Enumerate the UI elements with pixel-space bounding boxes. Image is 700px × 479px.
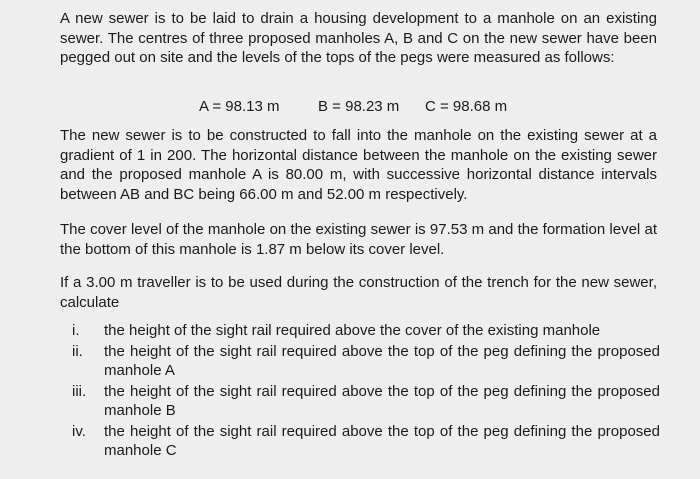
peg-level-b: B = 98.23 m	[318, 98, 400, 115]
question-list	[60, 321, 660, 462]
peg-level-c: C = 98.68 m	[425, 98, 508, 115]
question-number: ii.	[72, 342, 83, 360]
question-item	[60, 422, 660, 461]
question-text: the height of the sight rail required above the top of the peg defining the proposed manhole A	[104, 342, 660, 379]
gradient-paragraph: The new sewer is to be constructed to fall into the manhole on the existing sewer at a gradient of 1 in 200. The horizontal distance between the manhole on the existing sewer and the proposed manhole A is 80.00 m, with successive horizontal distance intervals between AB and BC being 66.00 m and 52.00 m respectively.	[60, 127, 657, 203]
question-text: the height of the sight rail required above the top of the peg defining the proposed manhole C	[104, 422, 660, 459]
intro-paragraph: A new sewer is to be laid to drain a housing development to a manhole on an existing sewer. The centres of three proposed manholes A, B and C on the new sewer have been pegged out on site and the levels of the tops of the pegs were measured as follows:	[60, 10, 657, 66]
peg-level-a: A = 98.13 m	[199, 98, 280, 115]
question-item	[60, 342, 660, 381]
peg-levels-row	[0, 97, 700, 117]
question-item	[60, 321, 660, 341]
traveller-paragraph: If a 3.00 m traveller is to be used during the construction of the trench for the new sewer, calculate	[60, 274, 657, 311]
question-text: the height of the sight rail required above the cover of the existing manhole	[104, 322, 601, 339]
question-item	[60, 382, 660, 421]
question-number: iii.	[72, 382, 87, 400]
question-number: i.	[72, 322, 80, 339]
question-number: iv.	[72, 422, 86, 440]
cover-level-paragraph: The cover level of the manhole on the existing sewer is 97.53 m and the formation level at the bottom of this manhole is 1.87 m below its cover level.	[60, 221, 657, 258]
question-text: the height of the sight rail required above the top of the peg defining the proposed manhole B	[104, 382, 660, 419]
